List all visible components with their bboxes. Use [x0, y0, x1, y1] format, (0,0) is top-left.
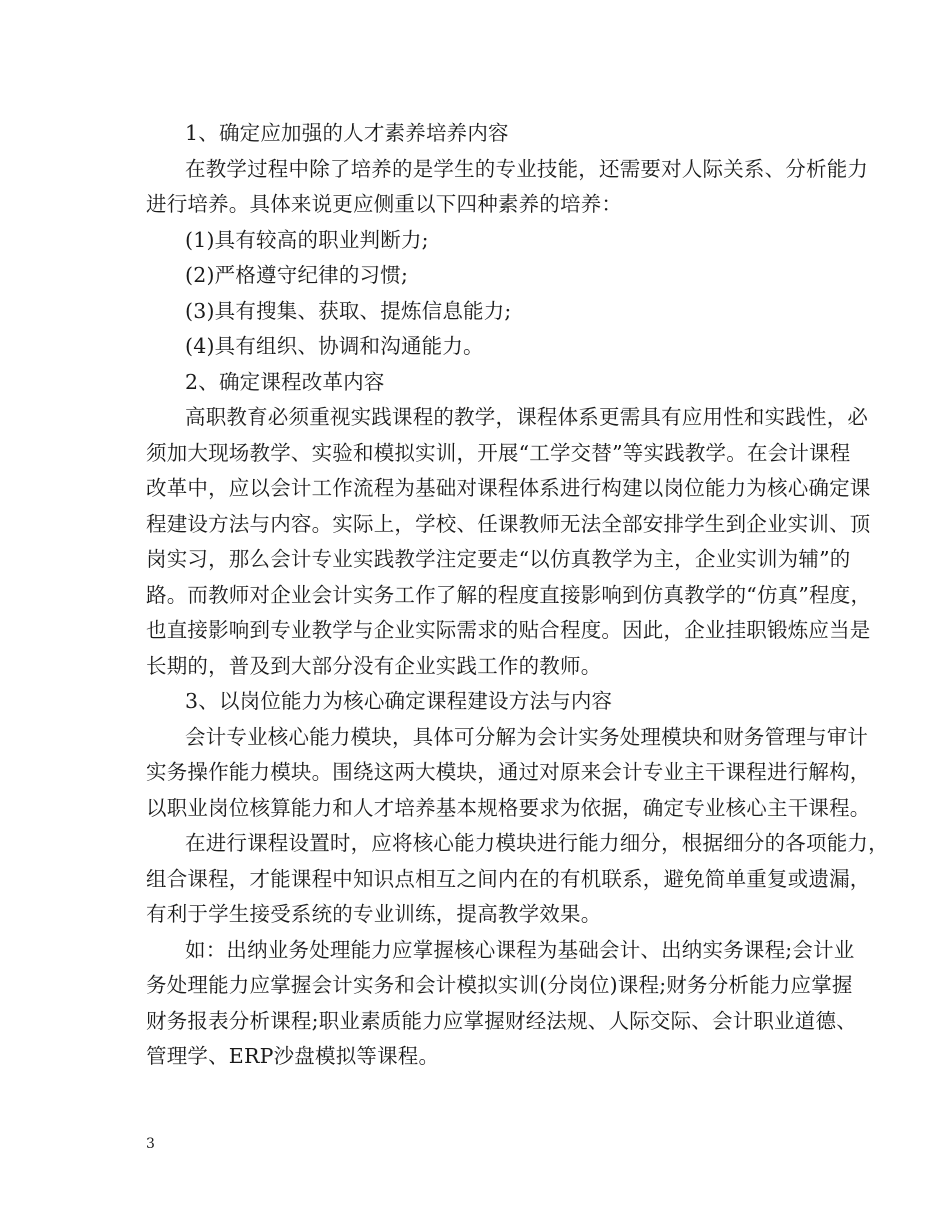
- text-line: 须加大现场教学、实验和模拟实训，开展“工学交替”等实践教学。在会计课程: [146, 440, 851, 465]
- text-line: 3、以岗位能力为核心确定课程建设方法与内容: [185, 689, 613, 713]
- text-line: 高职教育必须重视实践课程的教学，课程体系更需具有应用性和实践性，必: [185, 405, 869, 429]
- text-line: 组合课程，才能课程中知识点相互之间内在的有机联系，避免简单重复或遗漏，: [146, 866, 871, 891]
- text-line: (2)严格遵守纪律的习惯;: [185, 263, 409, 287]
- text-line: 改革中，应以会计工作流程为基础对课程体系进行构建以岗位能力为核心确定课: [146, 476, 871, 500]
- text-line: 长期的，普及到大部分没有企业实践工作的教师。: [146, 653, 602, 678]
- text-line: 1、确定应加强的人才素养培养内容: [185, 121, 509, 145]
- text-line: 如：出纳业务处理能力应掌握核心课程为基础会计、出纳实务课程;会计业: [185, 937, 855, 962]
- text-line: 岗实习，那么会计专业实践教学注定要走“以仿真教学为主，企业实训为辅”的: [146, 547, 851, 571]
- text-line: 在教学过程中除了培养的是学生的专业技能，还需要对人际关系、分析能力: [185, 156, 869, 181]
- text-line: 也直接影响到专业教学与企业实际需求的贴合程度。因此，企业挂职锻炼应当是: [146, 618, 871, 642]
- text-line: (4)具有组织、协调和沟通能力。: [185, 334, 484, 358]
- text-line: 财务报表分析课程;职业素质能力应掌握财经法规、人际交际、会计职业道德、: [146, 1008, 857, 1033]
- text-line: 在进行课程设置时，应将核心能力模块进行能力细分，根据细分的各项能力，: [185, 831, 889, 855]
- text-line: 管理学、ERP沙盘模拟等课程。: [146, 1044, 440, 1068]
- text-line: (3)具有搜集、获取、提炼信息能力;: [185, 298, 512, 323]
- text-line: 有利于学生接受系统的专业训练，提高教学效果。: [146, 902, 602, 926]
- text-line: 会计专业核心能力模块，具体可分解为会计实务处理模块和财务管理与审计: [185, 724, 869, 749]
- text-line: 务处理能力应掌握会计实务和会计模拟实训(分岗位)课程;财务分析能力应掌握: [146, 973, 853, 997]
- text-line: 路。而教师对企业会计实务工作了解的程度直接影响到仿真教学的“仿真”程度，: [146, 582, 872, 607]
- text-line: 程建设方法与内容。实际上，学校、任课教师无法全部安排学生到企业实训、顶: [146, 511, 871, 536]
- text-line: 以职业岗位核算能力和人才培养基本规格要求为依据，确定专业核心主干课程。: [146, 795, 871, 820]
- text-line: 实务操作能力模块。围绕这两大模块，通过对原来会计专业主干课程进行解构，: [146, 760, 871, 784]
- page-number: 3: [146, 1136, 155, 1152]
- text-line: 2、确定课程改革内容: [185, 369, 385, 394]
- text-line: (1)具有较高的职业判断力;: [185, 227, 429, 252]
- text-line: 进行培养。具体来说更应侧重以下四种素养的培养：: [146, 192, 623, 216]
- document-body: [146, 116, 889, 1075]
